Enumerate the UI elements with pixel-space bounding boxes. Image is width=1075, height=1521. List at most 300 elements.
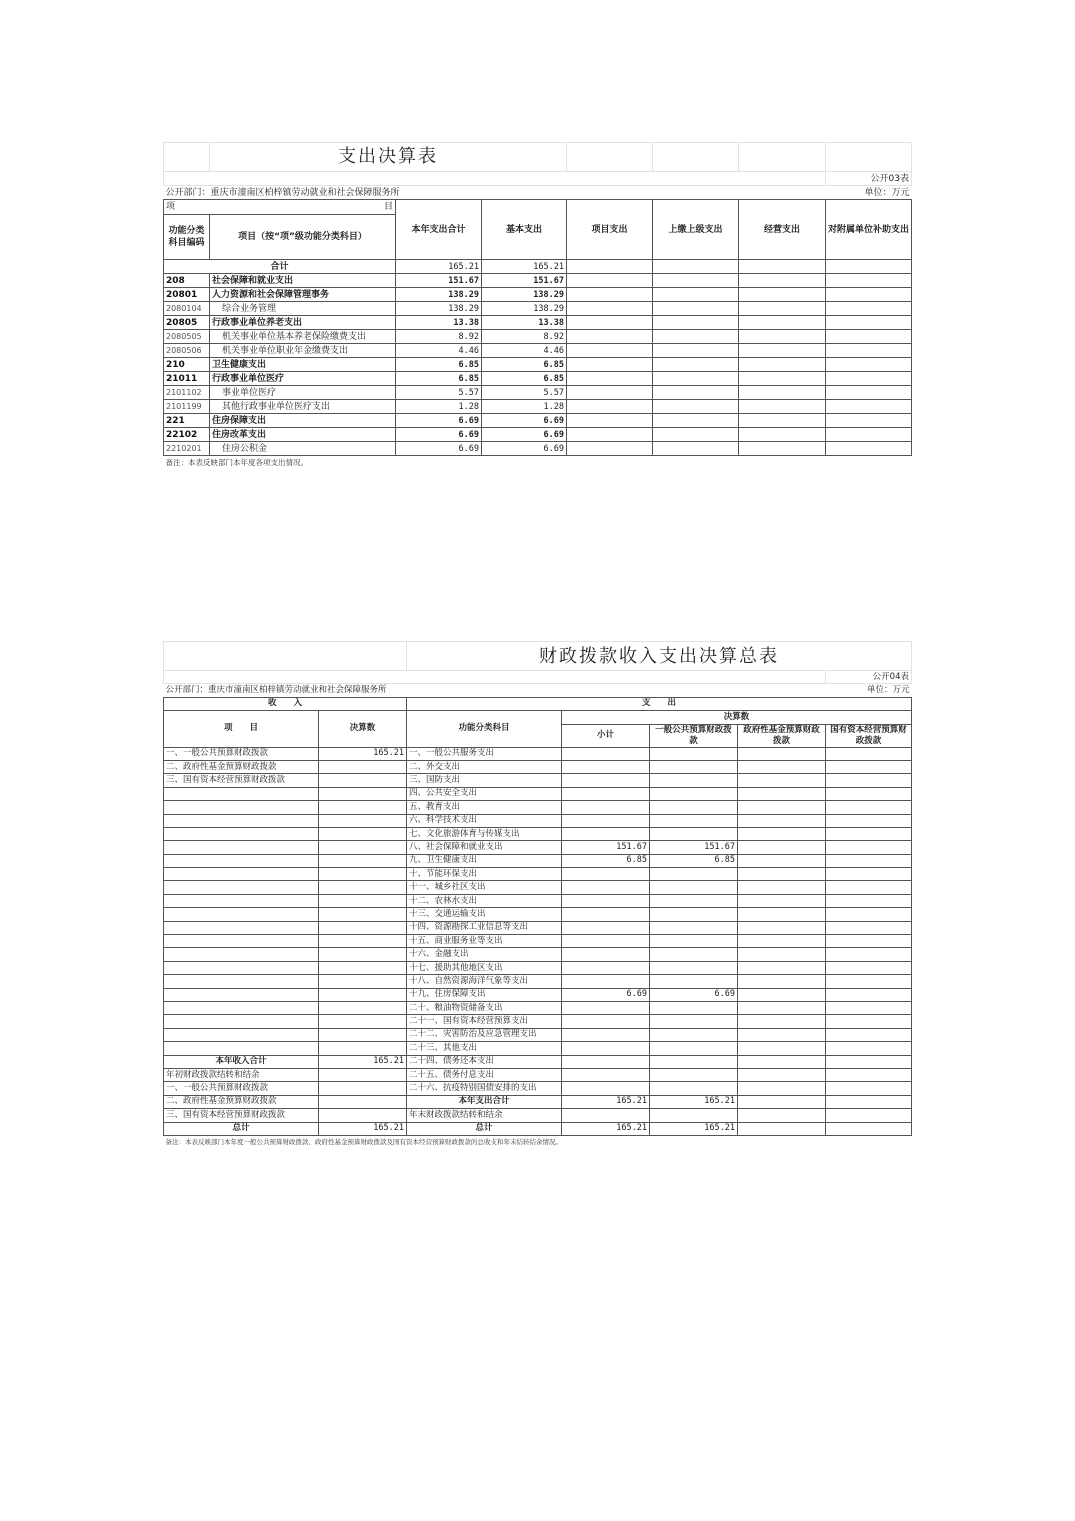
income-amount	[319, 1015, 407, 1028]
expense-subtotal: 6.69	[562, 988, 650, 1001]
table-row	[164, 1042, 912, 1055]
row-empty-cell	[826, 372, 912, 386]
table-row	[164, 841, 912, 854]
table-row	[164, 302, 912, 316]
expense-item: 十五、商业服务业等支出	[407, 935, 562, 948]
income-item	[164, 1028, 319, 1041]
row-code: 22102	[164, 428, 210, 442]
row-empty-cell	[826, 442, 912, 456]
expense-general-budget	[650, 1068, 738, 1081]
row-empty-cell	[826, 988, 912, 1001]
row-total: 6.69	[396, 442, 482, 456]
row-total: 6.85	[396, 372, 482, 386]
row-empty-cell	[739, 274, 826, 288]
expense-subtotal	[562, 1082, 650, 1095]
expense-general-budget: 6.85	[650, 854, 738, 867]
row-name: 综合业务管理	[210, 302, 396, 316]
income-item: 年初财政拨款结转和结余	[164, 1068, 319, 1081]
row-empty-cell	[738, 1109, 826, 1122]
table-row	[164, 372, 912, 386]
fiscal-summary-table	[163, 641, 912, 1148]
row-total: 4.46	[396, 344, 482, 358]
table-row	[164, 1028, 912, 1041]
row-empty-cell	[567, 316, 653, 330]
expense-item: 三、国防支出	[407, 774, 562, 787]
table-row	[164, 961, 912, 974]
income-item	[164, 814, 319, 827]
row-empty-cell	[826, 760, 912, 773]
row-empty-cell	[826, 854, 912, 867]
income-item: 三、国有资本经营预算财政拨款	[164, 774, 319, 787]
fiscal-appropriation-summary-sheet	[163, 641, 911, 1148]
expense-general-budget	[650, 760, 738, 773]
row-empty-cell	[738, 1068, 826, 1081]
row-empty-cell	[653, 428, 739, 442]
table-row	[164, 288, 912, 302]
expense-item: 六、科学技术支出	[407, 814, 562, 827]
table-row	[164, 1015, 912, 1028]
row-empty-cell	[826, 948, 912, 961]
row-name: 行政事业单位医疗	[210, 372, 396, 386]
table-row	[164, 330, 912, 344]
table-row	[164, 827, 912, 840]
income-amount	[319, 760, 407, 773]
expense-general-budget	[650, 787, 738, 800]
row-empty-cell	[738, 1001, 826, 1014]
expense-item: 五、教育支出	[407, 801, 562, 814]
row-empty-cell	[826, 1082, 912, 1095]
row-code: 2080506	[164, 344, 210, 358]
row-basic: 6.85	[482, 358, 567, 372]
header-business: 经营支出	[739, 200, 826, 260]
row-code: 2101102	[164, 386, 210, 400]
row-empty-cell	[738, 1042, 826, 1055]
row-empty-cell	[826, 921, 912, 934]
income-amount-header: 决算数	[319, 711, 407, 747]
table-row	[164, 787, 912, 800]
expense-item: 二、外交支出	[407, 760, 562, 773]
expense-item: 二十一、国有资本经营预算支出	[407, 1015, 562, 1028]
expense-subtotal: 165.21	[562, 1122, 650, 1135]
final-amount-header: 决算数	[562, 711, 912, 724]
expense-general-budget	[650, 908, 738, 921]
row-empty-cell	[826, 908, 912, 921]
row-empty-cell	[826, 400, 912, 414]
expense-item: 十一、城乡社区支出	[407, 881, 562, 894]
table1-dept: 公开部门：重庆市潼南区柏梓镇劳动就业和社会保障服务所	[165, 187, 400, 198]
row-basic: 6.69	[482, 428, 567, 442]
expense-item: 本年支出合计	[407, 1095, 562, 1108]
income-item	[164, 787, 319, 800]
row-empty-cell	[826, 1015, 912, 1028]
income-item	[164, 921, 319, 934]
expense-item: 四、公共安全支出	[407, 787, 562, 800]
row-empty-cell	[738, 908, 826, 921]
row-empty-cell	[653, 372, 739, 386]
header-upper: 上缴上级支出	[653, 200, 739, 260]
expense-general-budget	[650, 827, 738, 840]
table-row	[164, 988, 912, 1001]
income-amount	[319, 1028, 407, 1041]
row-empty-cell	[567, 414, 653, 428]
income-item	[164, 948, 319, 961]
expense-general-budget	[650, 868, 738, 881]
row-empty-cell	[826, 316, 912, 330]
expense-general-budget	[650, 1082, 738, 1095]
expense-general-budget	[650, 921, 738, 934]
row-empty-cell	[739, 344, 826, 358]
expense-subtotal	[562, 774, 650, 787]
expense-general-budget	[650, 1055, 738, 1068]
row-empty-cell	[826, 1042, 912, 1055]
income-item	[164, 801, 319, 814]
table-row	[164, 386, 912, 400]
income-amount: 165.21	[319, 1055, 407, 1068]
row-empty-cell	[738, 814, 826, 827]
income-item	[164, 1042, 319, 1055]
table-row	[164, 414, 912, 428]
income-amount	[319, 1095, 407, 1108]
row-basic: 8.92	[482, 330, 567, 344]
expense-general-budget	[650, 935, 738, 948]
income-item	[164, 841, 319, 854]
row-empty-cell	[826, 274, 912, 288]
expense-subtotal	[562, 1055, 650, 1068]
income-amount	[319, 1001, 407, 1014]
income-amount	[319, 1068, 407, 1081]
expense-subtotal	[562, 975, 650, 988]
expense-general-budget	[650, 1028, 738, 1041]
expense-general-budget	[650, 881, 738, 894]
expense-item: 一、一般公共服务支出	[407, 747, 562, 760]
row-empty-cell	[653, 344, 739, 358]
table-row	[164, 358, 912, 372]
expense-subtotal	[562, 894, 650, 907]
table1-note: 备注：本表反映部门本年度各项支出情况。	[165, 457, 308, 467]
income-amount	[319, 1042, 407, 1055]
row-code: 20805	[164, 316, 210, 330]
income-amount	[319, 988, 407, 1001]
table-row	[164, 921, 912, 934]
expense-item: 二十三、其他支出	[407, 1042, 562, 1055]
table-row	[164, 1082, 912, 1095]
row-empty-cell	[738, 854, 826, 867]
expense-item: 十六、金融支出	[407, 948, 562, 961]
row-empty-cell	[739, 302, 826, 316]
row-empty-cell	[738, 975, 826, 988]
income-item	[164, 894, 319, 907]
income-amount	[319, 894, 407, 907]
row-basic: 1.28	[482, 400, 567, 414]
table-row	[164, 774, 912, 787]
table-row	[164, 894, 912, 907]
income-amount	[319, 841, 407, 854]
income-amount	[319, 868, 407, 881]
row-empty-cell	[653, 414, 739, 428]
income-amount	[319, 774, 407, 787]
expense-general-budget	[650, 894, 738, 907]
row-empty-cell	[826, 961, 912, 974]
row-empty-cell	[826, 1068, 912, 1081]
row-name: 卫生健康支出	[210, 358, 396, 372]
general-budget-header: 一般公共预算财政拨款	[650, 724, 738, 747]
table-row	[164, 814, 912, 827]
header-name: 项目（按“项”级功能分类科目）	[210, 215, 396, 260]
expense-subtotal	[562, 1001, 650, 1014]
row-empty-cell	[653, 330, 739, 344]
row-code: 2080104	[164, 302, 210, 316]
row-empty-cell	[653, 442, 739, 456]
income-item	[164, 935, 319, 948]
table-row	[164, 801, 912, 814]
income-amount: 165.21	[319, 1122, 407, 1135]
row-name: 机关事业单位基本养老保险缴费支出	[210, 330, 396, 344]
row-empty-cell	[739, 316, 826, 330]
income-header: 收 入	[164, 697, 407, 710]
expense-general-budget	[650, 975, 738, 988]
row-empty-cell	[567, 344, 653, 358]
item-header-right: 目	[383, 202, 393, 212]
subtotal-header: 小计	[562, 724, 650, 747]
row-basic: 6.69	[482, 442, 567, 456]
row-code: 20801	[164, 288, 210, 302]
row-empty-cell	[826, 841, 912, 854]
expense-subtotal	[562, 961, 650, 974]
expense-general-budget	[650, 747, 738, 760]
row-empty-cell	[826, 1109, 912, 1122]
expense-general-budget	[650, 948, 738, 961]
expense-item: 七、文化旅游体育与传媒支出	[407, 827, 562, 840]
income-item: 本年收入合计	[164, 1055, 319, 1068]
row-empty-cell	[826, 894, 912, 907]
row-code: 2101199	[164, 400, 210, 414]
income-amount: 165.21	[319, 747, 407, 760]
table-row	[164, 344, 912, 358]
row-code: 2080505	[164, 330, 210, 344]
row-basic: 5.57	[482, 386, 567, 400]
row-empty-cell	[738, 1015, 826, 1028]
expense-subtotal	[562, 908, 650, 921]
expense-general-budget	[650, 814, 738, 827]
row-empty-cell	[738, 747, 826, 760]
income-item	[164, 1001, 319, 1014]
expense-subtotal	[562, 948, 650, 961]
row-empty-cell	[826, 935, 912, 948]
table-row	[164, 854, 912, 867]
expense-item: 二十二、灾害防治及应急管理支出	[407, 1028, 562, 1041]
expense-item: 十七、援助其他地区支出	[407, 961, 562, 974]
row-empty-cell	[653, 386, 739, 400]
table-row	[164, 908, 912, 921]
row-empty-cell	[826, 774, 912, 787]
state-capital-header: 国有资本经营预算财政拨款	[826, 724, 912, 747]
row-total: 6.69	[396, 428, 482, 442]
income-item	[164, 988, 319, 1001]
table-row	[164, 1068, 912, 1081]
income-amount	[319, 908, 407, 921]
row-empty-cell	[826, 302, 912, 316]
income-item: 三、国有资本经营预算财政拨款	[164, 1109, 319, 1122]
row-code: 208	[164, 274, 210, 288]
expense-subtotal	[562, 1028, 650, 1041]
row-empty-cell	[826, 344, 912, 358]
income-amount	[319, 801, 407, 814]
expense-general-budget	[650, 1042, 738, 1055]
expense-general-budget	[650, 961, 738, 974]
row-empty-cell	[826, 386, 912, 400]
expense-item: 十九、住房保障支出	[407, 988, 562, 1001]
row-empty-cell	[739, 358, 826, 372]
expense-item: 十三、交通运输支出	[407, 908, 562, 921]
row-name: 其他行政事业单位医疗支出	[210, 400, 396, 414]
expense-general-budget: 151.67	[650, 841, 738, 854]
row-empty-cell	[738, 921, 826, 934]
row-empty-cell	[739, 442, 826, 456]
expense-subtotal	[562, 760, 650, 773]
row-code: 2210201	[164, 442, 210, 456]
row-empty-cell	[653, 400, 739, 414]
income-amount	[319, 935, 407, 948]
income-amount	[319, 827, 407, 840]
row-empty-cell	[826, 881, 912, 894]
expense-subtotal	[562, 787, 650, 800]
row-empty-cell	[567, 386, 653, 400]
row-empty-cell	[826, 814, 912, 827]
row-empty-cell	[738, 1055, 826, 1068]
income-item: 二、政府性基金预算财政拨款	[164, 760, 319, 773]
row-empty-cell	[567, 302, 653, 316]
row-name: 社会保障和就业支出	[210, 274, 396, 288]
expense-subtotal: 6.85	[562, 854, 650, 867]
table2-unit: 单位：万元	[866, 685, 910, 696]
row-total: 151.67	[396, 274, 482, 288]
row-empty-cell	[826, 787, 912, 800]
row-empty-cell	[739, 386, 826, 400]
table-row	[164, 1095, 912, 1108]
table1-form-no: 公开03表	[826, 172, 912, 186]
row-basic: 4.46	[482, 344, 567, 358]
row-empty-cell	[738, 894, 826, 907]
header-subsidy: 对附属单位补助支出	[826, 200, 912, 260]
expense-item: 九、卫生健康支出	[407, 854, 562, 867]
total-row-label: 合计	[164, 260, 396, 274]
row-empty-cell	[826, 330, 912, 344]
table-row	[164, 868, 912, 881]
row-empty-cell	[653, 274, 739, 288]
row-empty-cell	[826, 975, 912, 988]
row-empty-cell	[826, 1055, 912, 1068]
income-item	[164, 827, 319, 840]
row-empty-cell	[826, 358, 912, 372]
expense-subtotal	[562, 881, 650, 894]
row-empty-cell	[567, 372, 653, 386]
expense-item: 十八、自然资源海洋气象等支出	[407, 975, 562, 988]
row-empty-cell	[738, 868, 826, 881]
income-item	[164, 975, 319, 988]
expense-subtotal: 151.67	[562, 841, 650, 854]
expense-subtotal: 165.21	[562, 1095, 650, 1108]
expense-item: 年末财政拨款结转和结余	[407, 1109, 562, 1122]
row-empty-cell	[738, 787, 826, 800]
row-code: 210	[164, 358, 210, 372]
table-row	[164, 274, 912, 288]
expense-general-budget: 165.21	[650, 1122, 738, 1135]
row-total: 6.69	[396, 414, 482, 428]
expense-subtotal	[562, 814, 650, 827]
expense-subtotal	[562, 868, 650, 881]
row-empty-cell	[738, 774, 826, 787]
table-row	[164, 442, 912, 456]
row-empty-cell	[826, 1001, 912, 1014]
row-total: 138.29	[396, 302, 482, 316]
row-empty-cell	[739, 428, 826, 442]
row-name: 住房公积金	[210, 442, 396, 456]
expense-subtotal	[562, 1015, 650, 1028]
total-row-total: 165.21	[396, 260, 482, 274]
row-empty-cell	[826, 827, 912, 840]
expense-item: 八、社会保障和就业支出	[407, 841, 562, 854]
expense-item: 十、节能环保支出	[407, 868, 562, 881]
expense-item: 二十四、债务还本支出	[407, 1055, 562, 1068]
header-basic: 基本支出	[482, 200, 567, 260]
row-empty-cell	[826, 868, 912, 881]
expense-item: 二十六、抗疫特别国债安排的支出	[407, 1082, 562, 1095]
table-row	[164, 747, 912, 760]
table2-form-no: 公开04表	[826, 671, 912, 684]
expense-general-budget: 165.21	[650, 1095, 738, 1108]
row-name: 住房保障支出	[210, 414, 396, 428]
func-class-header: 功能分类科目	[407, 711, 562, 747]
income-amount	[319, 921, 407, 934]
row-empty-cell	[738, 1122, 826, 1135]
row-total: 13.38	[396, 316, 482, 330]
row-empty-cell	[567, 330, 653, 344]
row-empty-cell	[826, 1095, 912, 1108]
income-item: 二、政府性基金预算财政拨款	[164, 1095, 319, 1108]
row-empty-cell	[738, 841, 826, 854]
expense-general-budget	[650, 1001, 738, 1014]
expense-item: 十四、资源勘探工业信息等支出	[407, 921, 562, 934]
table2-title: 财政拨款收入支出决算总表	[407, 642, 912, 671]
income-item	[164, 854, 319, 867]
row-name: 住房改革支出	[210, 428, 396, 442]
row-total: 6.85	[396, 358, 482, 372]
row-empty-cell	[739, 400, 826, 414]
expense-item: 十二、农林水支出	[407, 894, 562, 907]
expense-subtotal	[562, 747, 650, 760]
table-row	[164, 935, 912, 948]
income-item-header: 项 目	[164, 711, 319, 747]
table-row	[164, 1122, 912, 1135]
table-row	[164, 316, 912, 330]
row-name: 行政事业单位养老支出	[210, 316, 396, 330]
table-row	[164, 881, 912, 894]
row-empty-cell	[826, 1122, 912, 1135]
expense-item: 二十五、债务付息支出	[407, 1068, 562, 1081]
table-row	[164, 1055, 912, 1068]
row-empty-cell	[739, 330, 826, 344]
row-empty-cell	[739, 414, 826, 428]
income-item	[164, 868, 319, 881]
gov-fund-header: 政府性基金预算财政拨款	[738, 724, 826, 747]
expense-general-budget	[650, 1109, 738, 1122]
row-code: 221	[164, 414, 210, 428]
table1-unit: 单位：万元	[864, 187, 910, 198]
expense-general-budget	[650, 774, 738, 787]
item-header-left: 项	[166, 202, 176, 212]
income-amount	[319, 948, 407, 961]
header-code: 功能分类科目编码	[164, 215, 210, 260]
